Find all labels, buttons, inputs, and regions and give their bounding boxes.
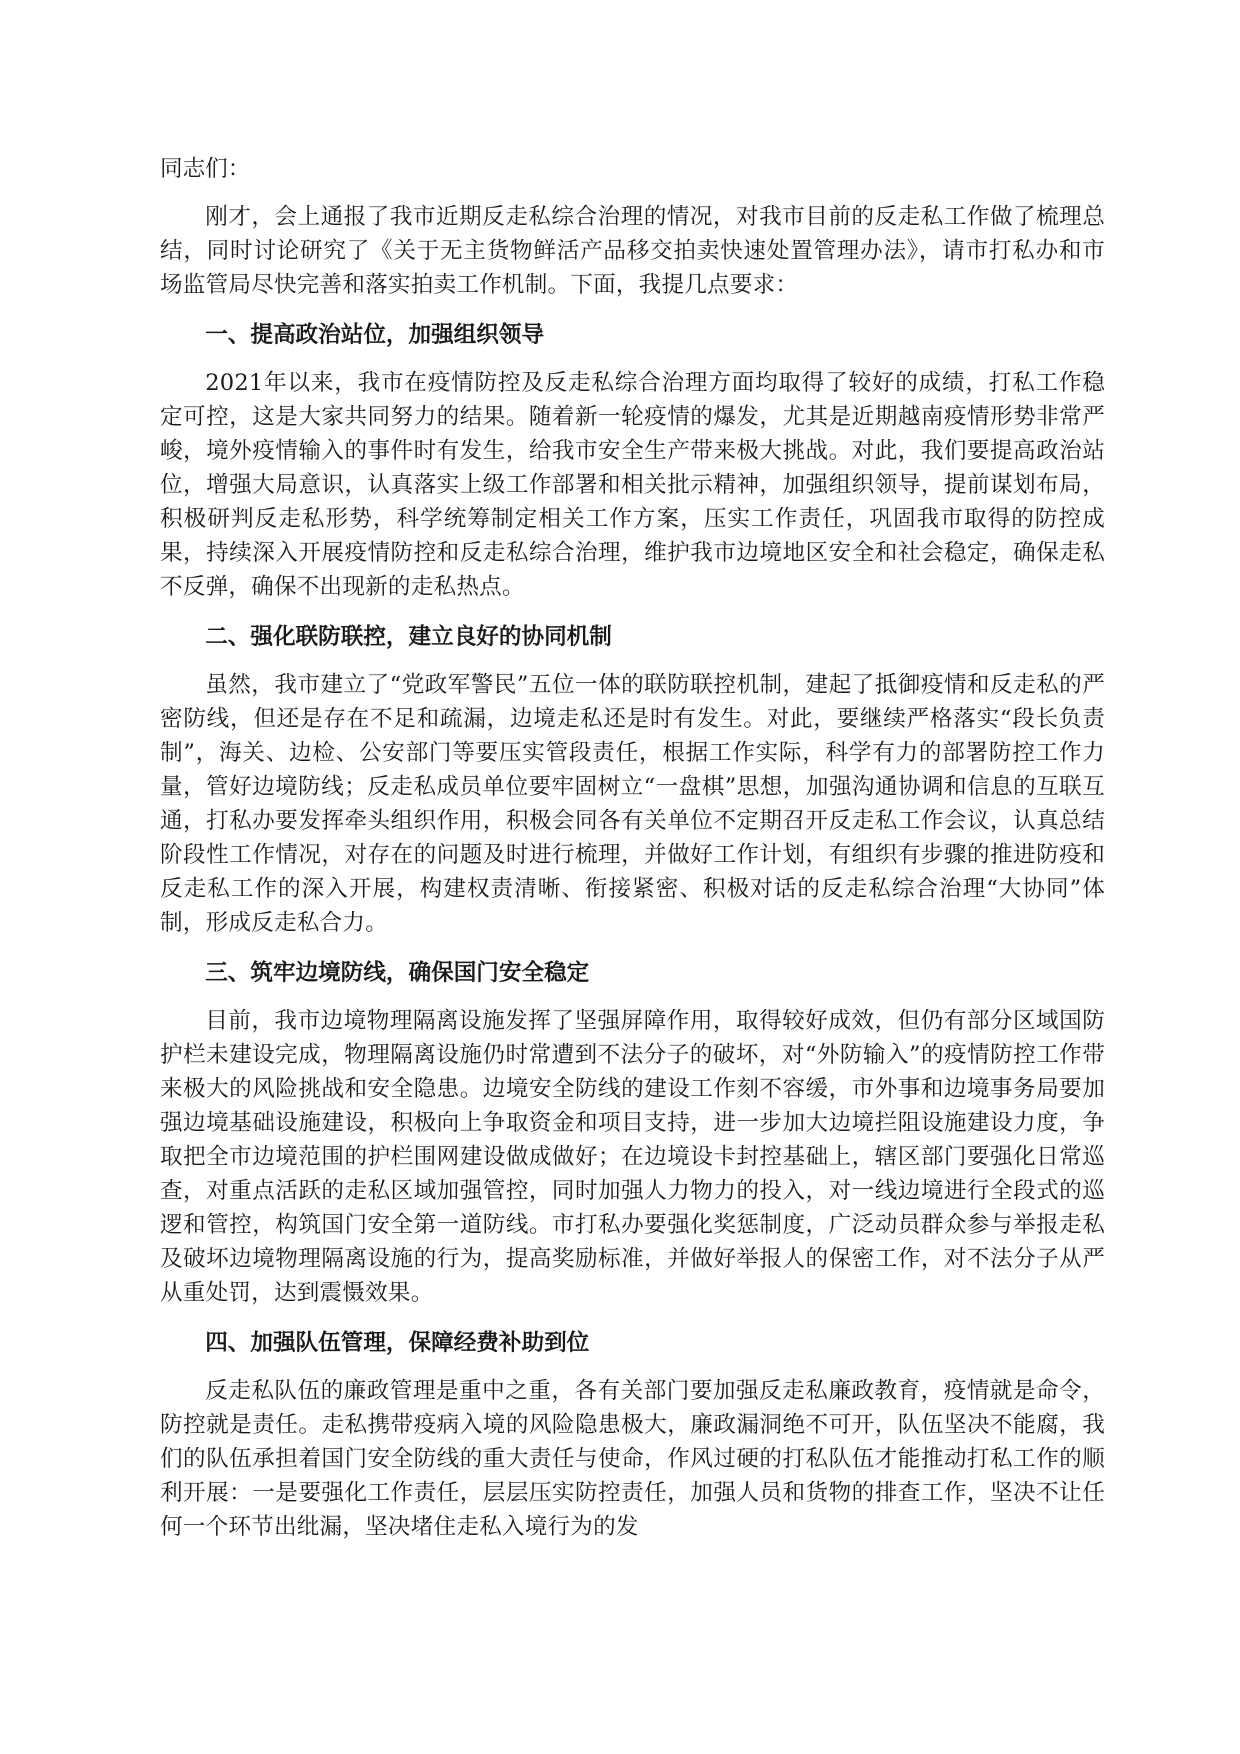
section-4-body: 反走私队伍的廉政管理是重中之重，各有关部门要加强反走私廉政教育，疫情就是命令，防控就是责任。走私携带疫病入境的风险隐患极大，廉政漏洞绝不可开，队伍坚决不能腐，我们的队伍承担着国门安全防线的重大责任与使命，作风过硬的打私队伍才能推动打私工作的顺利开展：一是要强化工作责任，层层压实防控责任，加强人员和货物的排查工作，坚决不让任何一个环节出纰漏，坚决堵住走私入境行为的发 [160,1378,1105,1540]
intro-paragraph: 刚才，会上通报了我市近期反走私综合治理的情况，对我市目前的反走私工作做了梳理总结，同时讨论研究了《关于无主货物鲜活产品移交拍卖快速处置管理办法》，请市打私办和市场监管局尽快完善和落实拍卖工作机制。下面，我提几点要求： [160,204,1105,298]
section-1-body: 2021年以来，我市在疫情防控及反走私综合治理方面均取得了较好的成绩，打私工作稳定可控，这是大家共同努力的结果。随着新一轮疫情的爆发，尤其是近期越南疫情形势非常严峻，境外疫情输入的事件时有发生，给我市安全生产带来极大挑战。对此，我们要提高政治站位，增强大局意识，认真落实上级工作部署和相关批示精神，加强组织领导，提前谋划布局，积极研判反走私形势，科学统筹制定相关工作方案，压实工作责任，巩固我市取得的防控成果，持续深入开展疫情防控和反走私综合治理，维护我市边境地区安全和社会稳定，确保走私不反弹，确保不出现新的走私热点。 [160,370,1105,600]
section-2-heading: 二、强化联防联控，建立良好的协同机制 [205,624,612,650]
document-page [160,152,1105,1544]
section-3-body: 目前，我市边境物理隔离设施发挥了坚强屏障作用，取得较好成效，但仍有部分区域国防护栏未建设完成，物理隔离设施仍时常遭到不法分子的破坏，对“外防输入”的疫情防控工作带来极大的风险挑战和安全隐患。边境安全防线的建设工作刻不容缓，市外事和边境事务局要加强边境基础设施建设，积极向上争取资金和项目支持，进一步加大边境拦阻设施建设力度，争取把全市边境范围的护栏围网建设做成做好；在边境设卡封控基础上，辖区部门要强化日常巡查，对重点活跃的走私区域加强管控，同时加强人力物力的投入，对一线边境进行全段式的巡逻和管控，构筑国门安全第一道防线。市打私办要强化奖惩制度，广泛动员群众参与举报走私及破坏边境物理隔离设施的行为，提高奖励标准，并做好举报人的保密工作，对不法分子从严从重处罚，达到震慑效果。 [160,1008,1105,1306]
section-1-heading: 一、提高政治站位，加强组织领导 [205,322,545,348]
section-4-heading: 四、加强队伍管理，保障经费补助到位 [205,1330,590,1356]
section-2-body: 虽然，我市建立了“党政军警民”五位一体的联防联控机制，建起了抵御疫情和反走私的严密防线，但还是存在不足和疏漏，边境走私还是时有发生。对此，要继续严格落实“段长负责制”，海关、边检、公安部门等要压实管段责任，根据工作实际，科学有力的部署防控工作力量，管好边境防线；反走私成员单位要牢固树立“一盘棋”思想，加强沟通协调和信息的互联互通，打私办要发挥牵头组织作用，积极会同各有关单位不定期召开反走私工作会议，认真总结阶段性工作情况，对存在的问题及时进行梳理，并做好工作计划，有组织有步骤的推进防疫和反走私工作的深入开展，构建权责清晰、衔接紧密、积极对话的反走私综合治理“大协同”体制，形成反走私合力。 [160,672,1105,936]
salutation: 同志们： [160,156,251,182]
section-3-heading: 三、筑牢边境防线，确保国门安全稳定 [205,960,590,986]
